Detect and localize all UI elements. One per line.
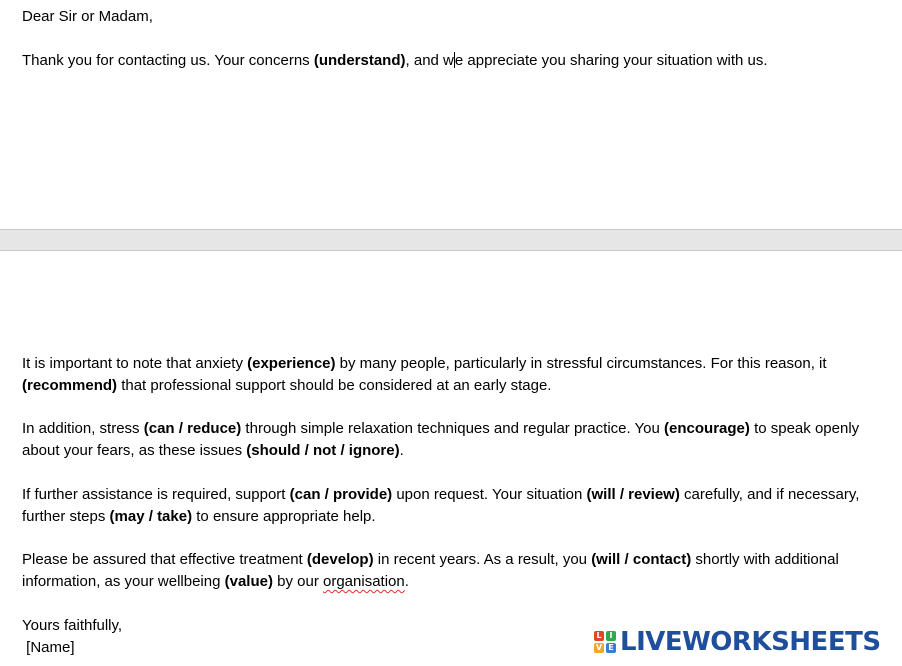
text: to speak openly xyxy=(749,420,860,437)
gap-should-not-ignore[interactable]: (should / not / ignore) xyxy=(246,442,400,459)
gap-will-contact[interactable]: (will / contact) xyxy=(591,551,692,568)
paragraph-4-line-2 xyxy=(22,506,376,528)
liveworksheets-logo xyxy=(594,628,881,656)
gap-encourage[interactable]: (encourage) xyxy=(664,420,750,437)
spellcheck-word: organisation xyxy=(323,573,405,590)
gap-value[interactable]: (value) xyxy=(224,573,273,590)
text: shortly with additional xyxy=(691,551,839,568)
text: in recent years. As a result, you xyxy=(373,551,592,568)
logo-text: LIVEWORKSHEETS xyxy=(620,627,881,657)
gap-will-review[interactable]: (will / review) xyxy=(586,486,680,503)
logo-tile: I xyxy=(606,631,616,641)
text: by many people, particularly in stressful circumstances. For this reason, it xyxy=(335,355,827,372)
paragraph-5-line-1 xyxy=(22,549,839,571)
paragraph-5-line-2 xyxy=(22,571,409,593)
text: by our xyxy=(272,573,323,590)
text: . xyxy=(399,442,404,459)
text: further steps xyxy=(22,508,110,525)
text: through simple relaxation techniques and regular practice. You xyxy=(241,420,665,437)
paragraph-1[interactable] xyxy=(22,50,768,72)
document-page-2 xyxy=(0,251,902,666)
gap-develop[interactable]: (develop) xyxy=(306,551,374,568)
gap-can-reduce[interactable]: (can / reduce) xyxy=(143,420,242,437)
document-page-1 xyxy=(0,0,902,229)
salutation: Dear Sir or Madam, xyxy=(22,8,153,25)
gap-can-provide[interactable]: (can / provide) xyxy=(289,486,393,503)
logo-tile: E xyxy=(606,643,616,653)
logo-tile: V xyxy=(595,643,603,652)
gap-recommend[interactable]: (recommend) xyxy=(22,377,118,394)
text: information, as your wellbeing xyxy=(22,573,225,590)
gap-may-take[interactable]: (may / take) xyxy=(109,508,193,525)
logo-mark-icon xyxy=(594,631,616,653)
text: If further assistance is required, support xyxy=(22,486,290,503)
text: that professional support should be considered at an early stage. xyxy=(117,377,552,394)
text: Please be assured that effective treatment xyxy=(22,551,307,568)
text: e appreciate you sharing your situation with us. xyxy=(454,52,768,69)
logo-tile: L xyxy=(594,631,604,641)
page-break xyxy=(0,229,902,251)
text: In addition, stress xyxy=(22,420,144,437)
paragraph-2-line-1 xyxy=(22,353,827,375)
text: . xyxy=(404,573,409,590)
text: to ensure appropriate help. xyxy=(192,508,376,525)
text: upon request. Your situation xyxy=(392,486,587,503)
text: about your fears, as these issues xyxy=(22,442,247,459)
text: carefully, and if necessary, xyxy=(679,486,860,503)
paragraph-2-line-2 xyxy=(22,375,551,397)
closing: Yours faithfully, xyxy=(22,617,123,634)
signature-placeholder: [Name] xyxy=(22,639,75,656)
text: Thank you for contacting us. Your concerns xyxy=(22,52,314,69)
paragraph-3-line-1 xyxy=(22,418,859,440)
gap-understand[interactable]: (understand) xyxy=(313,52,406,69)
paragraph-4-line-1 xyxy=(22,484,859,506)
paragraph-3-line-2 xyxy=(22,440,404,462)
text: , and w xyxy=(405,52,454,69)
text: It is important to note that anxiety xyxy=(22,355,248,372)
gap-experience[interactable]: (experience) xyxy=(247,355,336,372)
